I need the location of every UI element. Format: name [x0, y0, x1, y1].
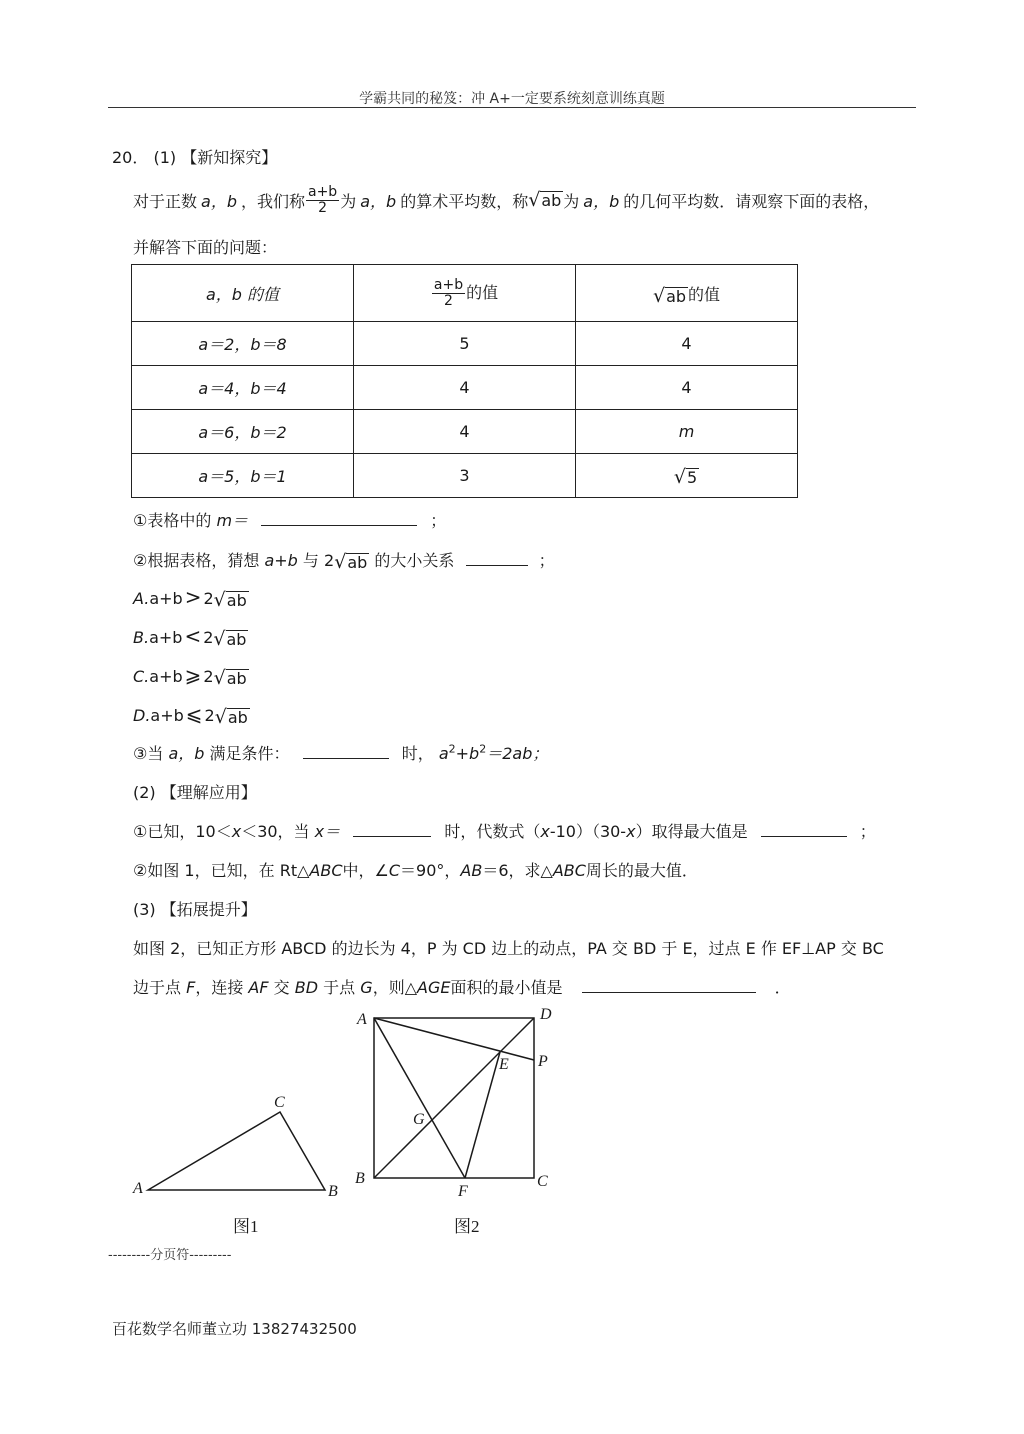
table-cell: a＝5，b＝1 [132, 454, 354, 498]
sqrt-radicand: ab [227, 708, 248, 727]
intro-text: 为 [340, 191, 357, 211]
option-coef: 2 [203, 589, 214, 608]
p3-text: 于点 [323, 978, 356, 997]
p2-var: ABC [309, 861, 343, 880]
part3-title: (3) 【拓展提升】 [133, 900, 257, 919]
subq-text: ； [430, 511, 447, 530]
fig2-caption: 图2 [454, 1217, 480, 1236]
col3-suffix: 的值 [688, 284, 721, 304]
fig2-label-c: C [537, 1173, 548, 1190]
intro-text: ，我们称 [240, 191, 305, 211]
exponent: 2 [479, 742, 487, 756]
fig2-line-af [374, 1018, 465, 1178]
table-cell: 5 [354, 322, 576, 366]
p2-var: x＝ [314, 822, 341, 841]
option-lhs: a+b [149, 628, 183, 647]
p2-text: ＝6，求△ [482, 861, 553, 880]
subq-expr: ＝2ab； [486, 744, 549, 763]
p3-var: AF [248, 978, 269, 997]
p3-var: F [186, 978, 196, 997]
option-letter: C. [133, 667, 150, 686]
subq-text: 时， [401, 744, 434, 763]
p3-text: ，连接 [195, 978, 244, 997]
option-relation: ⩽ [185, 702, 203, 726]
subq-var: m＝ [216, 511, 249, 530]
fig2-label-g: G [413, 1111, 425, 1128]
fig1-label-b: B [328, 1183, 338, 1200]
fig1-label-c: C [274, 1094, 285, 1111]
p3-text: 交 [273, 978, 290, 997]
p3-var: AGE [417, 978, 451, 997]
intro-text: 的算术平均数，称 [400, 191, 529, 211]
sqrt-radicand: ab [226, 669, 247, 688]
table-cell: 4 [576, 322, 798, 366]
p2-text: 时，代数式（ [444, 822, 541, 841]
p2-text: ）取得最大值是 [635, 822, 748, 841]
subq-text: ②根据表格，猜想 [133, 551, 260, 570]
p3-line1: 如图 2，已知正方形 ABCD 的边长为 4，P 为 CD 边上的动点，PA 交 BD 于 E，过点 E 作 EF⊥AP 交 BC [133, 939, 884, 958]
p2-var: C [388, 861, 401, 880]
p3-var: G [360, 978, 373, 997]
intro-text: 为 [563, 191, 580, 211]
option-lhs: a+b [149, 589, 183, 608]
fig1-triangle [148, 1112, 325, 1190]
p3-text: 边于点 [133, 978, 182, 997]
intro-vars: a，b [201, 191, 237, 211]
option-coef: 2 [203, 667, 214, 686]
option-relation: ⩾ [184, 663, 202, 687]
sqrt-ab: √ ab [213, 667, 247, 689]
intro-line2: 并解答下面的问题： [133, 238, 278, 257]
p3-text: 面积的最小值是 [450, 978, 563, 997]
fraction-numerator: a+b [308, 183, 338, 200]
p2-text: ②如图 1，已知，在 Rt△ [133, 861, 310, 880]
sqrt-radicand: ab [226, 591, 247, 610]
fig1-caption: 图1 [233, 1217, 259, 1236]
intro-vars: a，b [583, 191, 620, 211]
subq-coef: 2 [324, 551, 335, 570]
table-cell: a＝2，b＝8 [132, 322, 354, 366]
p2-text: ； [859, 822, 876, 841]
header-sqrt: √ ab [652, 284, 687, 307]
fig2-label-a: A [357, 1011, 367, 1028]
p2-text: ①已知，10＜ [133, 822, 232, 841]
option-letter: A. [133, 589, 150, 608]
intro-text: 对于正数 [133, 191, 198, 211]
fig2-label-d: D [540, 1006, 552, 1023]
table-cell: a＝6，b＝2 [132, 410, 354, 454]
option-lhs: a+b [150, 706, 184, 725]
p3-var: BD [294, 978, 319, 997]
subq-text: 满足条件： [209, 744, 290, 763]
table-cell: 4 [354, 366, 576, 410]
fraction-numerator: a+b [433, 276, 464, 293]
sqrt-ab: √ ab [334, 551, 368, 573]
p3-text: ，则△ [372, 978, 417, 997]
option-lhs: a+b [149, 667, 183, 686]
fig2-line-ef [465, 1052, 500, 1178]
sqrt-radicand: ab [541, 191, 562, 210]
question-number: 20． [112, 148, 149, 167]
sqrt-radicand: ab [666, 286, 687, 306]
subq-expr: a+b [264, 551, 298, 570]
fig2-label-e: E [499, 1056, 509, 1073]
option-coef: 2 [204, 706, 215, 725]
subq-text: ③当 [133, 744, 164, 763]
fig2-line-bd [374, 1018, 534, 1178]
col2-suffix: 的值 [466, 282, 499, 302]
col1-label: a，b 的值 [205, 284, 280, 304]
subq-vars: a，b [168, 744, 205, 763]
option-relation: > [184, 585, 202, 609]
table-cell: a＝4，b＝4 [132, 366, 354, 410]
exponent: 2 [448, 742, 456, 756]
page-break-marker: ---------分页符--------- [108, 1248, 232, 1263]
sqrt-ab: √ ab [214, 706, 248, 728]
table-cell: m [576, 410, 798, 454]
sqrt-5: √ 5 [673, 465, 698, 488]
p2-var: AB [460, 861, 483, 880]
sqrt-radicand: 5 [686, 467, 698, 487]
table-cell: 3 [354, 454, 576, 498]
p2-var: x [626, 822, 636, 841]
sqrt-ab: √ ab [213, 628, 247, 650]
intro-vars: a，b [360, 191, 397, 211]
p2-text: 周长的最大值． [585, 861, 698, 880]
fig2-label-p: P [538, 1053, 548, 1070]
p3-text: ． [774, 978, 791, 997]
sqrt-radicand: ab [347, 553, 368, 572]
p2-var: x [231, 822, 242, 841]
p2-var: x [540, 822, 550, 841]
option-letter: D. [133, 706, 151, 725]
option-relation: < [184, 624, 202, 648]
part2-title: (2) 【理解应用】 [133, 783, 257, 802]
subq-var: +b [455, 744, 480, 763]
table-cell: 4 [354, 410, 576, 454]
fraction-denominator: 2 [318, 199, 328, 216]
fig2-label-b: B [355, 1170, 365, 1187]
subq-text: 的大小关系 [374, 551, 455, 570]
sqrt-ab: √ ab [213, 589, 247, 611]
subq-text: ； [538, 551, 555, 570]
fig2-line-ap [374, 1018, 534, 1060]
p2-text: 中，∠ [342, 861, 389, 880]
p2-text: ＝90°， [400, 861, 461, 880]
table-cell: 4 [576, 366, 798, 410]
subq-text: ①表格中的 [133, 511, 212, 530]
option-coef: 2 [203, 628, 214, 647]
part1-title: (1) 【新知探究】 [153, 148, 278, 167]
fraction-denominator: 2 [444, 292, 453, 309]
page-header: 学霸共同的秘笈：冲 A+一定要系统刻意训练真题 [359, 91, 665, 107]
intro-text: 的几何平均数．请观察下面的表格， [623, 191, 880, 211]
subq-text: 与 [302, 551, 319, 570]
sqrt-radicand: ab [226, 630, 247, 649]
sqrt-ab: √ ab [528, 189, 562, 211]
page-footer: 百花数学名师董立功 13827432500 [112, 1320, 357, 1338]
subq-var: a [438, 744, 449, 763]
fig2-label-f: F [458, 1183, 468, 1200]
p2-var: ABC [552, 861, 586, 880]
fig1-label-a: A [133, 1180, 143, 1197]
option-letter: B. [133, 628, 150, 647]
p2-text: ＜30，当 [241, 822, 310, 841]
p2-text: -10）（30- [549, 822, 627, 841]
